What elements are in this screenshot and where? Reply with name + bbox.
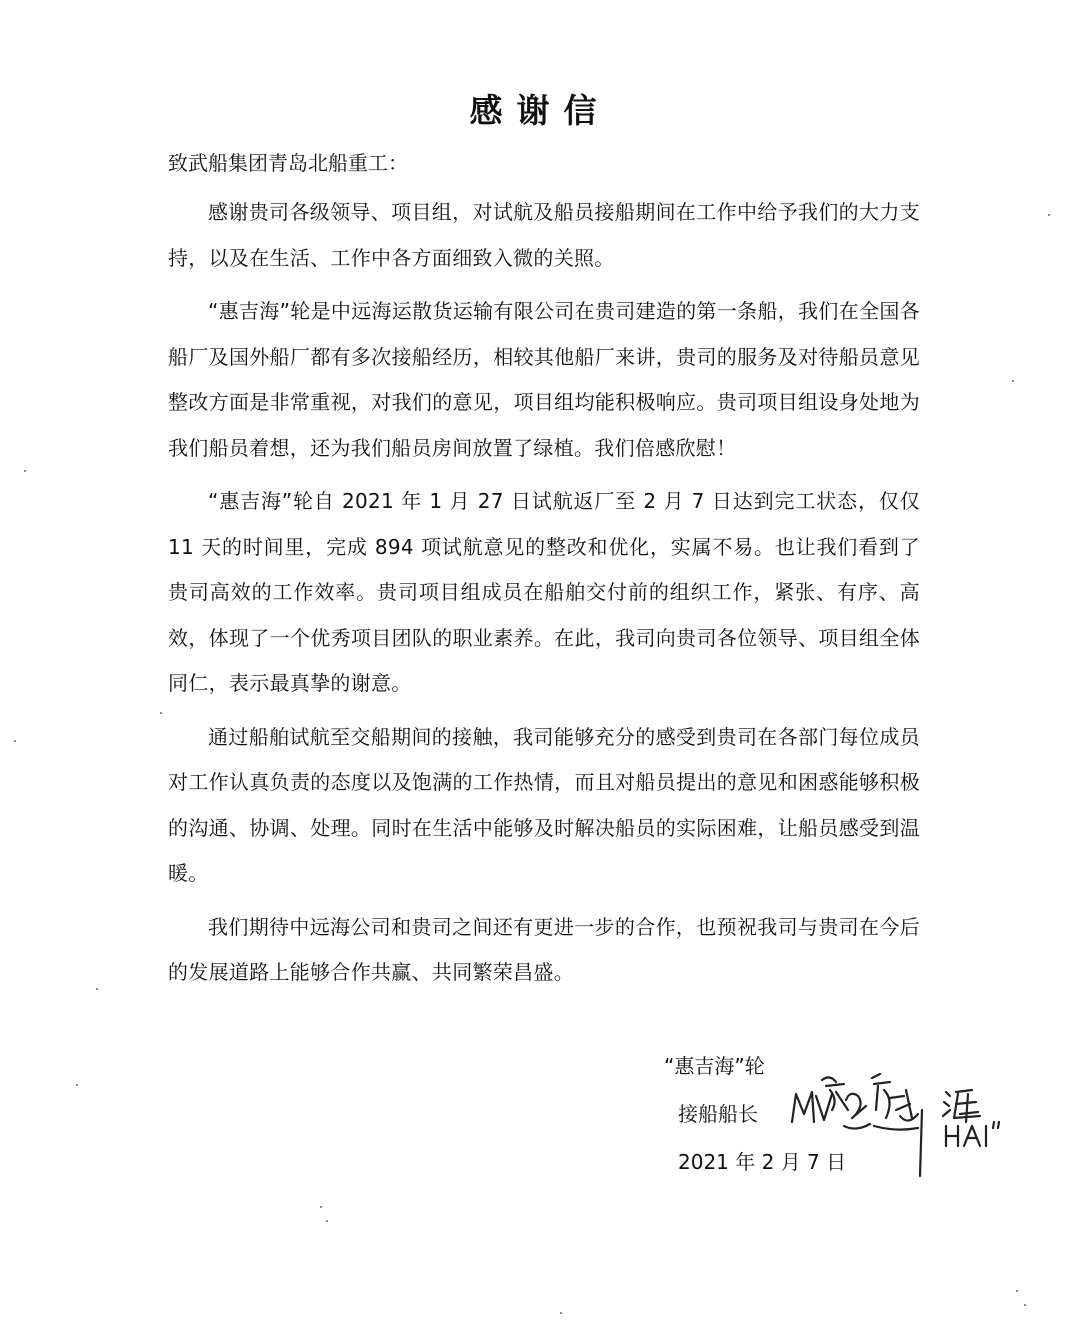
scan-speck [14, 740, 16, 742]
letter-title: 感谢信 [469, 91, 611, 130]
scan-speck [326, 1220, 328, 1222]
paragraph-5: 我们期待中远海公司和贵司之间还有更进一步的合作，也预祝我司与贵司在今后的发展道路上能够合作共赢、共同繁荣昌盛。 [168, 914, 920, 984]
scan-speck [24, 470, 26, 472]
scan-speck [76, 1084, 78, 1086]
scan-speck [1024, 1304, 1026, 1306]
paragraph-4: 通过船舶试航至交船期间的接触，我司能够充分的感受到贵司在各部门每位成员对工作认真负责的态度以及饱满的工作热情，而且对船员提出的意见和困惑能够积极的沟通、协调、处理。同时在生活中能够及时解决船员的实际困难，让船员感受到温暖。 [168, 724, 920, 885]
paragraph-3: “惠吉海”轮自 2021 年 1 月 27 日试航返厂至 2 月 7 日达到完工状态，仅仅 11 天的时间里，完成 894 项试航意见的整改和优化，实属不易。也让我们看到了贵司高效的工作效率。贵司项目组成员在船舶交付前的组织工作，紧张、有序、高效，体现了一个优秀项目团队的职业素养。在此，我司向贵司各位领导、项目组全体同仁，表示最真挚的谢意。 [168, 489, 920, 695]
scan-speck [1016, 1290, 1018, 1292]
paragraph-1: 感谢贵司各级领导、项目组，对试航及船员接船期间在工作中给予我们的大力支持，以及在生活、工作中各方面细致入微的关照。 [168, 200, 920, 270]
signoff-ship: “惠吉海”轮 [664, 1054, 765, 1078]
scan-speck [96, 988, 98, 990]
scan-speck [1012, 380, 1014, 382]
letter-addressee: 致武船集团青岛北船重工： [168, 151, 408, 175]
scan-speck [320, 1206, 322, 1208]
scan-speck [1048, 214, 1050, 216]
scan-speck [560, 1312, 562, 1314]
handwritten-signature [786, 1070, 1026, 1190]
letter-body [168, 190, 920, 1004]
signoff-date: 2021 年 2 月 7 日 [678, 1150, 847, 1174]
scan-speck [160, 712, 162, 714]
paragraph-2: “惠吉海”轮是中远海运散货运输有限公司在贵司建造的第一条船，我们在全国各船厂及国外船厂都有多次接船经历，相较其他船厂来讲，贵司的服务及对待船员意见整改方面是非常重视，对我们的意见，项目组均能积极响应。贵司项目组设身处地为我们船员着想，还为我们船员房间放置了绿植。我们倍感欣慰！ [168, 299, 920, 460]
signoff-role: 接船船长 [678, 1102, 758, 1126]
